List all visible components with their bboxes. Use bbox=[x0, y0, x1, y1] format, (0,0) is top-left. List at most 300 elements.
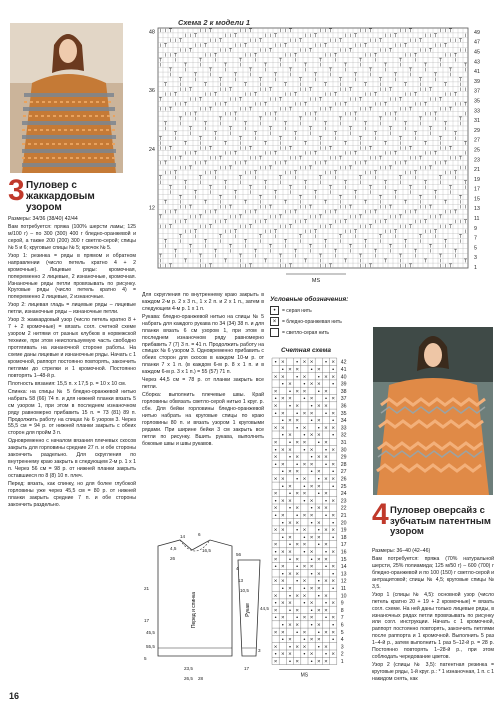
count-chart-cell: • bbox=[281, 637, 284, 644]
count-chart-cell: • bbox=[296, 410, 299, 417]
count-chart-row-number: 31 bbox=[340, 439, 347, 446]
count-chart-cell: × bbox=[324, 542, 328, 549]
chart-row-number: 3 bbox=[474, 255, 477, 262]
schematic-dimension: 44,5 bbox=[260, 606, 269, 611]
count-chart-cell: × bbox=[273, 388, 278, 395]
count-chart-cell: • bbox=[317, 491, 320, 498]
count-chart-row-number: 17 bbox=[340, 542, 347, 549]
count-chart-cell: × bbox=[331, 447, 335, 454]
count-chart-cell: • bbox=[281, 366, 284, 373]
count-chart-cell: • bbox=[317, 374, 320, 381]
count-chart-cell: × bbox=[273, 476, 278, 483]
count-chart-cell: × bbox=[302, 629, 307, 636]
count-chart-cell: × bbox=[273, 556, 278, 563]
mid-p3: Сборка: выполнить плечевые швы. Край горловины обвязать светло-серой нитью 1 круг. р. сбн. Для бейки горловины бледно-оранжевой нитью набрать на круговые спицы по краю горловины 80 п. и вязать узором 1 круговыми рядами. При ширине бейки 3 см закрыть все петли по рисунку. Вшить рукава, выполнить боковые швы и швы рукавов. bbox=[142, 392, 264, 447]
count-chart-cell: × bbox=[288, 571, 292, 578]
count-chart-row-number: 42 bbox=[340, 359, 347, 366]
count-chart-cell: • bbox=[296, 615, 299, 622]
count-chart-cell: • bbox=[296, 629, 299, 636]
count-chart-row-number: 27 bbox=[340, 469, 347, 476]
count-chart-cell: • bbox=[324, 461, 328, 468]
count-chart-cell: × bbox=[281, 512, 285, 519]
count-chart-cell: × bbox=[309, 359, 314, 366]
count-chart-cell: × bbox=[281, 527, 285, 534]
count-chart-cell: × bbox=[273, 374, 278, 381]
schematic-dimension: 26 bbox=[170, 556, 176, 561]
count-chart-cell: • bbox=[317, 644, 320, 651]
count-chart-cell: • bbox=[288, 388, 292, 395]
mid-p2: Через 44,5 см = 78 р. от планки закрыть все петли. bbox=[142, 377, 264, 391]
model4-instructions bbox=[372, 548, 494, 684]
count-chart-cell: × bbox=[288, 585, 292, 592]
count-chart-row-number: 36 bbox=[340, 403, 347, 410]
count-chart-cell: • bbox=[288, 644, 292, 651]
count-chart-row-number: 22 bbox=[340, 505, 347, 512]
count-chart-cell: × bbox=[273, 658, 278, 665]
count-chart-cell: • bbox=[324, 512, 328, 519]
count-chart-cell: • bbox=[296, 374, 299, 381]
count-chart-row-number: 10 bbox=[340, 593, 347, 600]
schematic-dimension: 16,5 bbox=[202, 548, 211, 553]
chart-row-number: 31 bbox=[474, 118, 480, 125]
count-chart-cell: × bbox=[273, 439, 278, 446]
count-chart-cell: × bbox=[317, 571, 321, 578]
count-chart-cell: × bbox=[273, 607, 278, 614]
count-chart-cell: • bbox=[296, 476, 299, 483]
count-chart-cell: × bbox=[331, 578, 335, 585]
count-chart-cell: × bbox=[288, 534, 292, 541]
count-chart-cell: × bbox=[331, 651, 335, 658]
count-chart-cell: × bbox=[288, 600, 292, 607]
count-chart-cell: × bbox=[324, 556, 328, 563]
count-chart-cell: • bbox=[274, 600, 277, 607]
count-chart-cell: • bbox=[274, 410, 277, 417]
count-chart-cell: × bbox=[281, 651, 285, 658]
count-chart-cell: • bbox=[317, 388, 320, 395]
count-chart-cell: • bbox=[281, 381, 284, 388]
count-chart-row-number: 1 bbox=[340, 658, 344, 665]
count-chart-cell: × bbox=[273, 527, 278, 534]
count-chart-row-number: 33 bbox=[340, 425, 347, 432]
count-chart-cell: × bbox=[302, 578, 307, 585]
count-chart-cell: × bbox=[295, 622, 299, 629]
count-chart-cell: × bbox=[309, 512, 314, 519]
count-chart-cell: • bbox=[324, 615, 328, 622]
schematic-dimension: 56 bbox=[236, 552, 242, 557]
count-chart-cell: • bbox=[332, 520, 335, 527]
count-chart-row-number: 11 bbox=[340, 585, 347, 592]
schematic-dimension: 17 bbox=[144, 618, 150, 623]
count-chart-cell: × bbox=[331, 498, 335, 505]
count-chart-cell: × bbox=[273, 578, 278, 585]
chart-row-number: 43 bbox=[474, 59, 480, 66]
count-chart-cell: × bbox=[324, 476, 328, 483]
schematic-dimension: 3 bbox=[258, 648, 261, 653]
model3-p4: Узор 3: жаккардовый узор (число петель кратно 8 + 7 + 2 кромочные) = вязать согл. счетной схеме узором 2 нитями от разных клубков в норвежской технике, при этом неиспользуемую часть свободно протягивать на изнаночной стороне работы. На схеме даны лицевые и изнаночные ряды. Начать с 1 кромочной, раппорт постоянно повторять, закончить петлями до стрелки и 1 кромочной. Постоянно повторять 1–48-й р. bbox=[8, 317, 136, 379]
count-chart-cell: × bbox=[317, 622, 321, 629]
count-chart-cell: • bbox=[288, 403, 292, 410]
count-chart-cell: × bbox=[302, 388, 307, 395]
count-chart-cell: • bbox=[296, 512, 299, 519]
count-chart-row-number: 6 bbox=[340, 622, 344, 629]
count-chart-cell: • bbox=[274, 498, 277, 505]
count-chart-cell: • bbox=[310, 607, 313, 614]
schematic-dimension: 26,5 bbox=[184, 676, 193, 681]
count-chart-cell: • bbox=[281, 534, 284, 541]
count-chart-cell: × bbox=[295, 644, 299, 651]
count-chart-cell: × bbox=[288, 651, 292, 658]
count-chart-cell: × bbox=[317, 534, 321, 541]
count-chart-cell: × bbox=[295, 454, 299, 461]
count-chart-cell: × bbox=[273, 454, 278, 461]
legend-item-light bbox=[270, 328, 380, 337]
count-chart-cell: × bbox=[331, 600, 335, 607]
model4-number bbox=[372, 500, 389, 530]
count-chart-cell: × bbox=[302, 461, 307, 468]
chart-row-number: 33 bbox=[474, 108, 480, 115]
model4-p2: Узор 1 (спицы № 4,5): основной узор (число петель кратно 20 + 19 + 2 кромочные) = вязать согл. схеме. На ней даны только лицевые ряды, в изнаночных рядах петли провязывать по рисунку или согл. инструкции. Начать с 1 кромочной, раппорт постоянно повторять, закончить петлями после раппорта и 1 кромочной. Выполнить 5 раз 1–4-й р., затем выполнить 1 раз 5–12-й р. = 28 р. Постоянно повторять 1–28-й р., при этом соблюдать чередование цветов. bbox=[372, 591, 494, 660]
count-chart-row-number: 26 bbox=[340, 476, 347, 483]
count-chart-cell: × bbox=[309, 483, 314, 490]
count-chart-cell: × bbox=[295, 571, 299, 578]
count-chart-cell: • bbox=[296, 461, 299, 468]
model4-photo bbox=[373, 327, 493, 495]
count-chart-row-number: 25 bbox=[340, 483, 347, 490]
count-chart-cell: • bbox=[310, 454, 313, 461]
count-chart-row-number: 34 bbox=[340, 418, 347, 425]
count-chart-cell: × bbox=[288, 520, 292, 527]
count-chart-cell: × bbox=[309, 564, 314, 571]
count-chart-cell: • bbox=[288, 542, 292, 549]
count-chart-cell: • bbox=[310, 505, 313, 512]
legend-title: Условные обозначения: bbox=[270, 296, 349, 303]
count-chart-cell: × bbox=[331, 461, 335, 468]
count-chart-row-number: 13 bbox=[340, 571, 347, 578]
count-chart-cell: • bbox=[317, 425, 320, 432]
count-chart-cell: • bbox=[310, 366, 313, 373]
count-chart-cell: × bbox=[281, 600, 285, 607]
count-chart-cell: × bbox=[281, 629, 285, 636]
count-chart-cell: • bbox=[310, 658, 313, 665]
count-chart-cell: × bbox=[331, 374, 335, 381]
schematic-dimension: 23,5 bbox=[184, 666, 193, 671]
chart-row-number: 37 bbox=[474, 88, 480, 95]
count-chart-cell: × bbox=[295, 469, 299, 476]
count-chart-cell: • bbox=[274, 512, 277, 519]
count-chart-cell: × bbox=[295, 366, 299, 373]
count-chart-cell: • bbox=[310, 403, 313, 410]
count-chart-row-number: 12 bbox=[340, 578, 347, 585]
count-chart-cell: × bbox=[331, 527, 335, 534]
count-chart-ms: МS bbox=[300, 672, 309, 679]
schematic-dimension: 4 bbox=[236, 566, 239, 571]
count-chart-cell: • bbox=[281, 432, 284, 439]
chart-row-number: 36 bbox=[148, 88, 155, 95]
count-chart-cell: • bbox=[332, 571, 335, 578]
schematic-dimension: 5 bbox=[144, 656, 147, 661]
model3-p0: Размеры: 34/36 (38/40) 42/44 bbox=[8, 216, 78, 222]
count-chart-cell: • bbox=[281, 571, 284, 578]
legend-item-gray bbox=[270, 306, 380, 315]
count-chart-cell: • bbox=[324, 651, 328, 658]
count-chart-cell: × bbox=[288, 418, 292, 425]
count-chart-cell: • bbox=[288, 491, 292, 498]
count-chart-cell: • bbox=[324, 396, 328, 403]
count-chart-row-number: 9 bbox=[340, 600, 344, 607]
count-chart-cell: • bbox=[332, 534, 335, 541]
model3-photo bbox=[10, 23, 123, 173]
count-chart-cell: • bbox=[288, 505, 292, 512]
count-chart-cell: × bbox=[273, 542, 278, 549]
model3-title bbox=[26, 180, 126, 213]
count-chart-cell: × bbox=[281, 476, 285, 483]
count-chart-cell: • bbox=[296, 564, 299, 571]
schematic-dimension: 17 bbox=[244, 666, 250, 671]
count-chart-cell: × bbox=[302, 564, 307, 571]
chart-row-number: 45 bbox=[474, 49, 480, 56]
chart-caption: Схема 2 к модели 1 bbox=[178, 18, 251, 27]
count-chart-cell: × bbox=[281, 410, 285, 417]
count-chart-row-number: 32 bbox=[340, 432, 347, 439]
count-chart-cell: • bbox=[303, 585, 306, 592]
count-chart-cell: • bbox=[317, 629, 320, 636]
count-chart-cell: × bbox=[273, 629, 278, 636]
count-chart-row-number: 40 bbox=[340, 374, 347, 381]
count-chart-cell: × bbox=[295, 388, 299, 395]
count-chart-cell: • bbox=[332, 483, 335, 490]
count-chart-cell: • bbox=[303, 637, 306, 644]
legend-cross-icon: × bbox=[270, 317, 279, 326]
count-chart-cell: × bbox=[295, 439, 299, 446]
count-chart-cell: × bbox=[302, 425, 307, 432]
count-chart-cell: × bbox=[309, 637, 314, 644]
count-chart-cell: • bbox=[303, 549, 306, 556]
count-chart-cell: × bbox=[281, 396, 285, 403]
count-chart-cell: × bbox=[324, 425, 328, 432]
count-chart-cell: • bbox=[296, 578, 299, 585]
count-chart-cell: • bbox=[332, 432, 335, 439]
count-chart-cell: × bbox=[309, 600, 314, 607]
count-chart-cell: × bbox=[302, 644, 307, 651]
model3-p1: Вам потребуется: пряжа (100% шерсти ламы; 125 м/100 г) – по 300 (300) 400 г бледно-оранжевой и серой, а также 200 (200) 300 г светло-серой; спицы № 5 и 6; круговые спицы № 5; крючок № 5. bbox=[8, 224, 136, 251]
count-chart-cell: × bbox=[324, 607, 328, 614]
count-chart-cell: × bbox=[324, 439, 328, 446]
chart-row-number: 39 bbox=[474, 78, 480, 85]
count-chart-row-number: 39 bbox=[340, 381, 347, 388]
mid-p1: Рукава: бледно-оранжевой нитью на спицы № 5 набрать для каждого рукава по 34 (34) 38 п. и для планки вязать 6 см узором 1, при этом в последнем изнаночном ряду равномерно прибавить 7 (7) 3 п. = 41 п. Продолжить работу на спицах № 6 узором 3. Одновременно прибавить с обеих сторон для скосов в каждом 10-м р. от планки 7 х 1 п. (в каждом 6-м р. 8 х 1 п. и в каждом 6-м р. 3 х 1 п.) = 55 (57) 71 п. bbox=[142, 313, 264, 376]
count-chart-row-number: 30 bbox=[340, 447, 347, 454]
count-chart-cell: • bbox=[303, 483, 306, 490]
schematic-label-front: Перед и спинка bbox=[191, 591, 197, 629]
chart-row-number: 12 bbox=[148, 205, 155, 212]
count-chart-cell: × bbox=[324, 629, 328, 636]
model3-number-text: 3 bbox=[8, 174, 25, 207]
count-chart-cell: × bbox=[281, 564, 285, 571]
model3-instructions bbox=[8, 216, 136, 510]
count-chart-cell: × bbox=[317, 505, 321, 512]
count-chart-cell: × bbox=[288, 447, 292, 454]
schematic-dimension: 21 bbox=[144, 586, 150, 591]
legend-blank-icon bbox=[270, 328, 279, 337]
count-chart-cell: × bbox=[309, 549, 314, 556]
count-chart-cell: • bbox=[310, 622, 313, 629]
count-chart-cell: × bbox=[331, 549, 335, 556]
legend bbox=[270, 296, 380, 337]
count-chart-cell: × bbox=[295, 491, 299, 498]
count-chart-cell: × bbox=[273, 644, 278, 651]
count-chart-cell: • bbox=[332, 622, 335, 629]
count-chart-cell: × bbox=[317, 454, 321, 461]
chart-row-number: 25 bbox=[474, 147, 480, 154]
count-chart-cell: × bbox=[317, 469, 321, 476]
count-chart-cell: × bbox=[324, 374, 328, 381]
count-chart-cell: × bbox=[281, 615, 285, 622]
count-chart-cell: • bbox=[303, 447, 306, 454]
count-chart-cell: × bbox=[324, 644, 328, 651]
count-chart-cell: × bbox=[309, 396, 314, 403]
count-chart-cell: • bbox=[281, 469, 284, 476]
schematic-dimension: 13 bbox=[238, 578, 244, 583]
count-chart-cell: • bbox=[274, 396, 277, 403]
count-chart-cell: × bbox=[309, 534, 314, 541]
count-chart-row-number: 41 bbox=[340, 366, 347, 373]
count-chart-cell: × bbox=[309, 615, 314, 622]
schematic-dimension: 55,5 bbox=[146, 644, 155, 649]
model3-p2: Узор 1: резинка = ряды в прямом и обратном направлении (число петель кратно 4 + 2 кромочные). Лицевые ряды: кромочная, попеременно 2 лицевые, 2 изнаночные, кромочная. Изнаночные ряды петли провязывать по рисунку. Круговые ряды (число петель кратно 4) = попеременно 2 лицевые, 2 изнаночные. bbox=[8, 252, 136, 301]
count-chart-cell: × bbox=[288, 381, 292, 388]
pattern-chart-2 bbox=[140, 24, 495, 286]
count-chart-cell: • bbox=[324, 359, 328, 366]
count-chart-cell: × bbox=[331, 512, 335, 519]
count-chart-row-number: 20 bbox=[340, 520, 347, 527]
chart-row-number: 5 bbox=[474, 245, 477, 252]
chart-row-number: 9 bbox=[474, 225, 477, 232]
count-chart-cell: × bbox=[281, 461, 285, 468]
count-chart-cell: × bbox=[317, 658, 321, 665]
chart-row-number: 41 bbox=[474, 69, 480, 76]
count-chart-cell: × bbox=[317, 637, 321, 644]
count-chart-cell: × bbox=[309, 651, 314, 658]
count-chart-row-number: 35 bbox=[340, 410, 347, 417]
count-chart-cell: • bbox=[324, 498, 328, 505]
count-chart-cell: • bbox=[332, 637, 335, 644]
count-chart-cell: • bbox=[281, 418, 284, 425]
count-chart-cell: × bbox=[302, 615, 307, 622]
count-chart-row-number: 5 bbox=[340, 629, 344, 636]
count-chart-cell: × bbox=[281, 498, 285, 505]
chart-row-number: 35 bbox=[474, 98, 480, 105]
count-chart-cell: • bbox=[303, 600, 306, 607]
count-chart-cell: × bbox=[295, 418, 299, 425]
count-chart-cell: × bbox=[273, 425, 278, 432]
model3-number bbox=[8, 176, 25, 206]
chart-row-number: 13 bbox=[474, 206, 480, 213]
schematic-dimension: 28 bbox=[198, 676, 204, 681]
count-chart-cell: × bbox=[302, 374, 307, 381]
count-chart-cell: × bbox=[309, 498, 314, 505]
count-chart-cell: • bbox=[303, 432, 306, 439]
count-chart-cell: × bbox=[281, 447, 285, 454]
count-chart-cell: • bbox=[317, 527, 320, 534]
count-chart-cell: • bbox=[303, 498, 306, 505]
page-number: 16 bbox=[9, 691, 20, 701]
count-chart-row-number: 8 bbox=[340, 607, 344, 614]
count-chart-cell: × bbox=[331, 615, 335, 622]
count-chart-cell: • bbox=[317, 542, 320, 549]
count-chart-cell: • bbox=[303, 396, 306, 403]
count-chart-row-number: 38 bbox=[340, 388, 347, 395]
count-chart-cell: • bbox=[324, 564, 328, 571]
count-chart-cell: × bbox=[281, 359, 285, 366]
legend-text-gray: = серая нить bbox=[282, 307, 312, 314]
count-chart-cell: • bbox=[310, 571, 313, 578]
count-chart-cell: × bbox=[331, 396, 335, 403]
count-chart-cell: × bbox=[295, 593, 299, 600]
count-chart-cell: • bbox=[288, 658, 292, 665]
count-chart-cell: × bbox=[302, 491, 307, 498]
legend-dot-icon: • bbox=[270, 306, 279, 315]
count-chart-cell: • bbox=[274, 359, 277, 366]
count-chart-cell: • bbox=[303, 651, 306, 658]
chart-row-number: 27 bbox=[474, 137, 480, 144]
count-chart-cell: × bbox=[331, 476, 335, 483]
count-chart-cell: • bbox=[332, 469, 335, 476]
count-chart-cell: × bbox=[309, 585, 314, 592]
count-chart-cell: • bbox=[332, 366, 335, 373]
count-chart-cell: × bbox=[281, 425, 285, 432]
count-chart-cell: × bbox=[281, 578, 285, 585]
count-chart-cell: • bbox=[274, 615, 277, 622]
count-chart-cell: × bbox=[295, 658, 299, 665]
model4-p3: Узор 2 (спицы № 3,5): патентная резинка = круговые ряды, 1-й круг. р.: * 1 изнаночная, 1 п. с 1 накидом снять, как bbox=[372, 662, 494, 682]
count-chart-cell: × bbox=[331, 425, 335, 432]
count-chart-cell: • bbox=[274, 564, 277, 571]
schematic-dimension: 6 bbox=[198, 532, 201, 537]
count-chart-cell: × bbox=[317, 556, 321, 563]
count-chart-cell: × bbox=[317, 520, 321, 527]
count-chart-cell: • bbox=[288, 607, 292, 614]
count-chart-cell: × bbox=[302, 593, 307, 600]
count-chart-cell: • bbox=[281, 520, 284, 527]
count-chart-cell: × bbox=[295, 505, 299, 512]
count-chart-cell: × bbox=[288, 498, 292, 505]
count-chart-row-number: 21 bbox=[340, 512, 347, 519]
count-chart-cell: × bbox=[331, 629, 335, 636]
count-chart bbox=[262, 354, 370, 688]
model4-number-text: 4 bbox=[372, 498, 389, 531]
count-chart-cell: • bbox=[310, 469, 313, 476]
count-chart-cell: × bbox=[309, 381, 314, 388]
count-chart-cell: × bbox=[309, 447, 314, 454]
count-chart-cell: • bbox=[281, 483, 284, 490]
count-chart-cell: × bbox=[324, 658, 328, 665]
count-chart-row-number: 23 bbox=[340, 498, 347, 505]
count-chart-cell: × bbox=[288, 549, 292, 556]
count-chart-cell: • bbox=[296, 425, 299, 432]
count-chart-row-number: 2 bbox=[340, 651, 344, 658]
count-chart-cell: × bbox=[317, 483, 321, 490]
count-chart-cell: × bbox=[309, 461, 314, 468]
count-chart-cell: • bbox=[324, 600, 328, 607]
schematic-dimension: 10,5 bbox=[240, 588, 249, 593]
middle-instructions bbox=[142, 292, 264, 449]
count-chart-cell: × bbox=[324, 527, 328, 534]
count-chart-cell: × bbox=[295, 542, 299, 549]
count-chart-cell: × bbox=[281, 374, 285, 381]
count-chart-cell: × bbox=[324, 578, 328, 585]
count-chart-cell: × bbox=[317, 366, 321, 373]
count-chart-cell: • bbox=[317, 476, 320, 483]
